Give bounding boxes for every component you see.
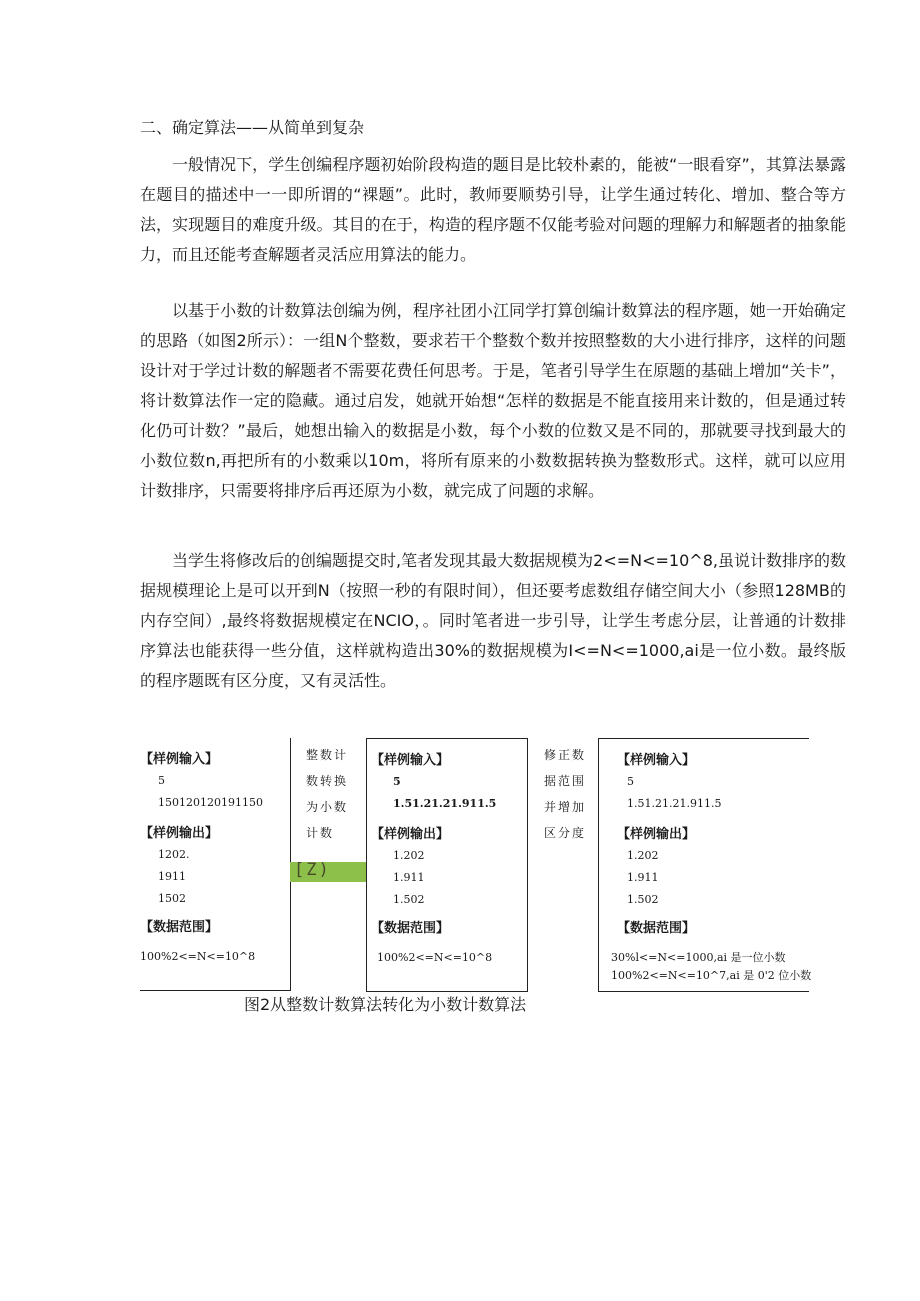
sample-output-label: 【样例输出】 — [617, 827, 696, 842]
transition-2-line-4: 区分度 — [544, 826, 587, 840]
sample-output-label: 【样例输出】 — [371, 827, 450, 842]
transition-1-line-3: 为小数 — [306, 800, 349, 814]
transition-1-line-4: 计数 — [306, 826, 335, 840]
sample-output-1: 1.202 — [393, 849, 425, 862]
sample-output-label: 【样例输出】 — [140, 826, 219, 841]
section-heading: 二、确定算法——从简单到复杂 — [140, 118, 365, 137]
sample-input-values: 1.51.21.21.911.5 — [393, 797, 497, 810]
sample-input-label: 【样例输入】 — [371, 753, 450, 768]
arrow-glyph: [Z) — [294, 862, 331, 880]
data-range-line-1: 30%l<=N<=1000,ai 是一位小数 — [611, 951, 786, 964]
sample-input-values: 1.51.21.21.911.5 — [627, 797, 722, 810]
paragraph-3: 当学生将修改后的创编题提交时,笔者发现其最大数据规模为2<=N<=10^8,虽说计数排序的数据规模理论上是可以开到N（按照一秒的有限时间），但还要考虑数组存储空间大小（参照128MB的内存空间）,最终将数据规模定在NCIO，。同时笔者进一步引导，让学生考虑分层，让普通的计数排序算法也能获得一些分值，这样就构造出30%的数据规模为I<=N<=1000,ai是一位小数。最终版的程序题既有区分度，又有灵活性。 — [140, 551, 846, 690]
transition-1-line-2: 数转换 — [306, 774, 349, 788]
sample-input-n: 5 — [158, 774, 165, 787]
transition-2-line-1: 修正数 — [544, 748, 587, 762]
transition-label-2 — [544, 742, 586, 846]
data-range-label: 【数据范围】 — [140, 920, 219, 935]
sample-input-n: 5 — [393, 775, 401, 788]
sample-output-3: 1502 — [158, 892, 186, 905]
sample-output-1: 1.202 — [627, 849, 659, 862]
transition-label-1 — [306, 742, 348, 846]
transition-2-line-3: 并增加 — [544, 800, 587, 814]
sample-input-label: 【样例输入】 — [617, 753, 696, 768]
paragraph-1: 一般情况下，学生创编程序题初始阶段构造的题目是比较朴素的，能被“一眼看穿”，其算法暴露在题目的描述中一一即所谓的“裸题”。此时，教师要顺势引导，让学生通过转化、增加、整合等方法，实现题目的难度升级。其目的在于，构造的程序题不仅能考验对问题的理解力和解题者的抽象能力，而且还能考查解题者灵活应用算法的能力。 — [140, 155, 846, 264]
sample-output-3: 1.502 — [393, 893, 425, 906]
sample-input-label: 【样例输入】 — [140, 752, 219, 767]
transition-1-line-1: 整数计 — [306, 748, 349, 762]
sample-output-1: 1202. — [158, 848, 190, 861]
transition-2-line-2: 据范围 — [544, 774, 587, 788]
data-range-label: 【数据范围】 — [371, 921, 450, 936]
data-range-line-2: 100%2<=N<=10^7,ai 是 0'2 位小数 — [611, 969, 812, 982]
paragraph-2: 以基于小数的计数算法创编为例，程序社团小江同学打算创编计数算法的程序题，她一开始确定的思路（如图2所示）：一组N个整数，要求若干个整数个数并按照整数的大小进行排序，这样的问题设计对于学过计数的解题者不需要花费任何思考。于是，笔者引导学生在原题的基础上增加“关卡”，将计数算法作一定的隐藏。通过启发，她就开始想“怎样的数据是不能直接用来计数的，但是通过转化仍可计数？”最后，她想出输入的数据是小数，每个小数的位数又是不同的，那就要寻找到最大的小数位数n,再把所有的小数乘以10m，将所有原来的小数数据转换为整数形式。这样，就可以应用计数排序，只需要将排序后再还原为小数，就完成了问题的求解。 — [140, 301, 846, 500]
transition-arrow — [290, 862, 366, 882]
sample-output-2: 1.911 — [393, 871, 425, 884]
sample-box-final — [598, 738, 812, 992]
sample-box-original — [140, 738, 291, 991]
sample-output-3: 1.502 — [627, 893, 659, 906]
sample-output-2: 1.911 — [627, 871, 659, 884]
data-range-value: 100%2<=N<=10^8 — [140, 950, 256, 963]
data-range-label: 【数据范围】 — [617, 921, 696, 936]
sample-input-values: 150120120191150 — [158, 796, 263, 809]
sample-box-decimal — [366, 738, 528, 992]
data-range-value: 100%2<=N<=10^8 — [377, 951, 493, 964]
sample-output-2: 1911 — [158, 870, 186, 883]
sample-input-n: 5 — [627, 775, 634, 788]
figure-caption: 图2从整数计数算法转化为小数计数算法 — [244, 995, 527, 1014]
